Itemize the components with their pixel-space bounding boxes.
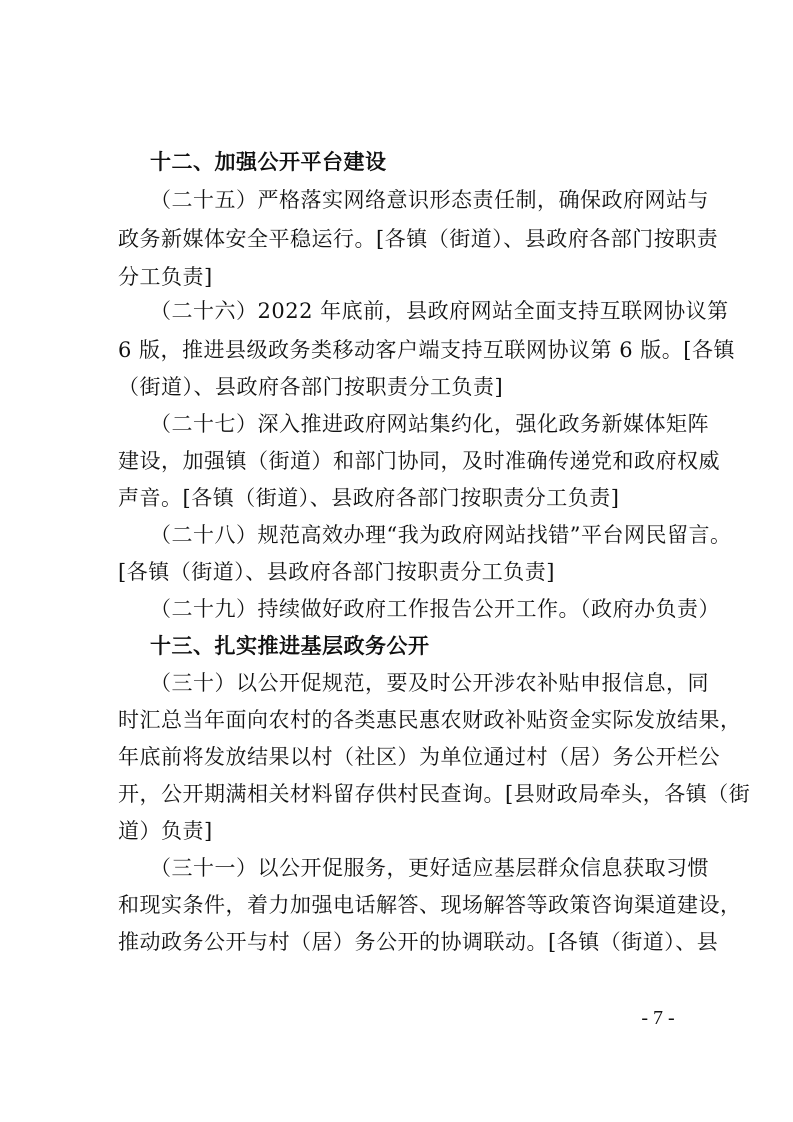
paragraph-line: 分工负责]	[118, 265, 213, 289]
page-number: - 7 -	[641, 1007, 675, 1029]
section-heading: 十三、扎实推进基层政务公开	[150, 634, 430, 658]
paragraph-line: 建设，加强镇（街道）和部门协同，及时准确传递党和政府权威	[118, 449, 720, 473]
paragraph-line: （三十一）以公开促服务，更好适应基层群众信息获取习惯	[150, 856, 709, 880]
paragraph-line: 年底前将发放结果以村（社区）为单位通过村（居）务公开栏公	[118, 745, 720, 769]
paragraph-line: 时汇总当年面向农村的各类惠民惠农财政补贴资金实际发放结果，	[118, 708, 742, 732]
paragraph-line: 开，公开期满相关材料留存供村民查询。[县财政局牵头，各镇（街	[118, 782, 751, 806]
paragraph-line: 6 版，推进县级政务类移动客户端支持互联网协议第 6 版。[各镇	[118, 338, 735, 362]
section-heading: 十二、加强公开平台建设	[150, 150, 387, 174]
paragraph-line: 声音。[各镇（街道）、县政府各部门按职责分工负责]	[118, 486, 620, 510]
paragraph-line: （二十九）持续做好政府工作报告公开工作。（政府办负责）	[150, 597, 720, 621]
paragraph-line: 政务新媒体安全平稳运行。[各镇（街道）、县政府各部门按职责	[118, 227, 719, 251]
paragraph-line: （三十）以公开促规范，要及时公开涉农补贴申报信息，同	[150, 671, 709, 695]
paragraph-line: （二十五）严格落实网络意识形态责任制，确保政府网站与	[150, 188, 709, 212]
paragraph-line: （二十七）深入推进政府网站集约化，强化政务新媒体矩阵	[150, 412, 709, 436]
paragraph-line: 和现实条件，着力加强电话解答、现场解答等政策咨询渠道建设，	[118, 893, 742, 917]
paragraph-line: [各镇（街道）、县政府各部门按职责分工负责]	[118, 560, 555, 584]
paragraph-line: （街道）、县政府各部门按职责分工负责]	[118, 375, 504, 399]
paragraph-line: （二十八）规范高效办理“我为政府网站找错”平台网民留言。	[150, 523, 732, 547]
paragraph-line: 道）负责]	[118, 819, 213, 843]
paragraph-line: 推动政务公开与村（居）务公开的协调联动。[各镇（街道）、县	[118, 930, 719, 954]
paragraph-line: （二十六）2022 年底前，县政府网站全面支持互联网协议第	[150, 299, 729, 323]
